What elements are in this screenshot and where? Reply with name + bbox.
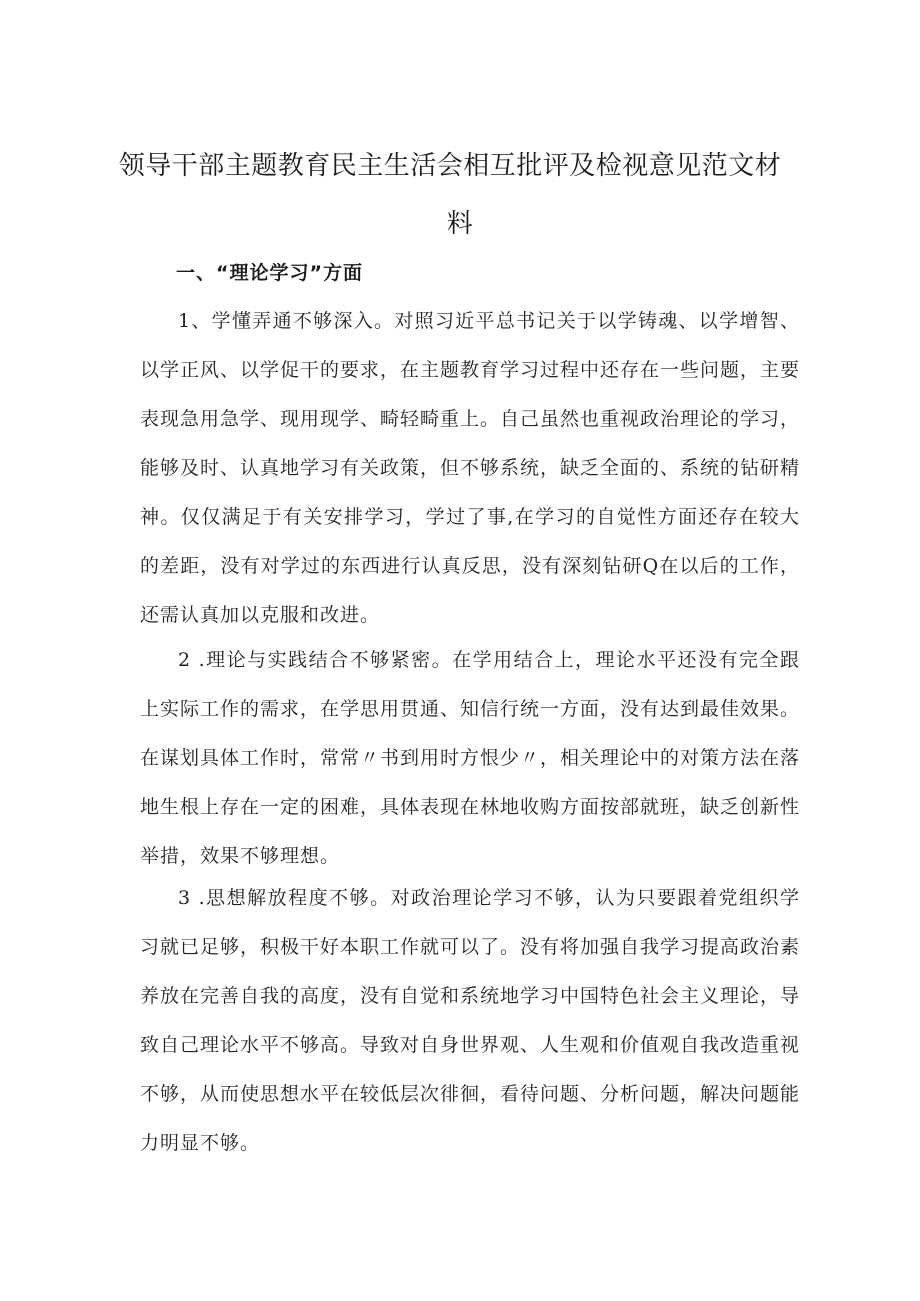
paragraph-3: 3 .思想解放程度不够。对政治理论学习不够，认为只要跟着党组织学习就已足够，积极干好本职工作就可以了。没有将加强自我学习提高政治素养放在完善自我的高度，没有自觉和系统地学习中国特色社会主义理论，导致自己理论水平不够高。导致对自身世界观、人生观和价值观自我改造重视不够，从而使思想水平在较低层次徘徊，看待问题、分析问题，解决问题能力明显不够。 xyxy=(140,887,801,1154)
document-title-line-2: 料 xyxy=(446,209,474,239)
section-heading: 一、“理论学习”方面 xyxy=(176,262,363,284)
paragraph-1: 1、学懂弄通不够深入。对照习近平总书记关于以学铸魂、以学增智、以学正风、以学促干的要求，在主题教育学习过程中还存在一些问题，主要表现急用急学、现用现学、畸轻畸重上。自己虽然也重视政治理论的学习，能够及时、认真地学习有关政策，但不够系统，缺乏全面的、系统的钻研精神。仅仅满足于有关安排学习，学过了事,在学习的自觉性方面还存在较大的差距，没有对学过的东西进行认真反思，没有深刻钻研Q在以后的工作，还需认真加以克服和改进。 xyxy=(140,310,801,626)
document-title-line-1: 领导干部主题教育民主生活会相互批评及检视意见范文材 xyxy=(118,151,782,181)
paragraph-2: 2 .理论与实践结合不够紧密。在学用结合上，理论水平还没有完全跟上实际工作的需求，在学思用贯通、知信行统一方面，没有达到最佳效果。在谋划具体工作时，常常〃书到用时方恨少〃，相关理论中的对策方法在落地生根上存在一定的困难，具体表现在林地收购方面按部就班，缺乏创新性举措，效果不够理想。 xyxy=(140,649,801,867)
